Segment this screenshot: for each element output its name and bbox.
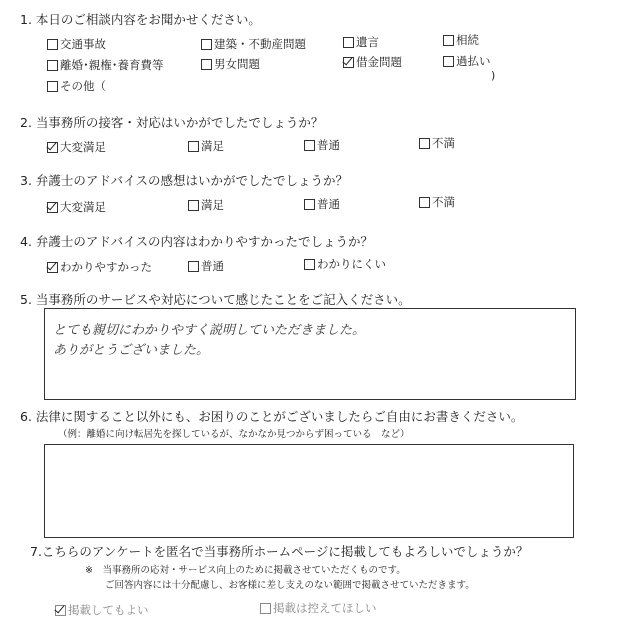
- q1-option-construction[interactable]: 建築・不動産問題: [201, 36, 306, 52]
- q1-close-paren: ): [491, 69, 496, 82]
- checkbox[interactable]: [188, 261, 199, 272]
- q4-option-hard[interactable]: わかりにくい: [304, 256, 386, 272]
- checkbox[interactable]: [304, 259, 315, 270]
- checkbox[interactable]: [188, 200, 199, 211]
- checkbox[interactable]: [419, 197, 430, 208]
- q2-option-normal[interactable]: 普通: [304, 137, 340, 153]
- q1-title: 1. 本日のご相談内容をお聞かせください。: [20, 12, 261, 27]
- checkbox-checked[interactable]: [55, 605, 66, 616]
- checkbox[interactable]: [304, 199, 315, 210]
- q5-title: 5. 当事務所のサービスや対応について感じたことをご記入ください。: [20, 292, 411, 307]
- q2-title: 2. 当事務所の接客・対応はいかがでしたでしょうか？: [20, 115, 324, 130]
- q7-option-decline[interactable]: 掲載は控えてほしい: [260, 600, 377, 616]
- q2-option-satisfied[interactable]: 満足: [188, 138, 224, 154]
- q3-option-very-satisfied[interactable]: 大変満足: [47, 199, 106, 215]
- checkbox-checked[interactable]: [343, 57, 354, 68]
- q6-comment-box[interactable]: [44, 444, 574, 538]
- checkbox-checked[interactable]: [47, 142, 58, 153]
- checkbox[interactable]: [443, 56, 454, 67]
- checkbox[interactable]: [47, 60, 58, 71]
- q3-option-dissatisfied[interactable]: 不満: [419, 194, 455, 210]
- checkbox[interactable]: [201, 39, 212, 50]
- q5-handwritten-line2: ありがとうございました。: [53, 343, 210, 358]
- q7-note-1: ※ 当事務所の応対・サービス向上のために掲載させていただくものです。: [85, 565, 406, 576]
- q4-title: 4. 弁護士のアドバイスの内容はわかりやすかったでしょうか？: [20, 234, 374, 249]
- checkbox[interactable]: [47, 81, 58, 92]
- checkbox[interactable]: [260, 603, 271, 614]
- q7-note-2: ご回答内容には十分配慮し、お客様に差し支えのない範囲で掲載させていただきます。: [105, 580, 475, 591]
- q1-option-divorce[interactable]: 離婚･親権･養育費等: [47, 57, 164, 73]
- checkbox[interactable]: [188, 141, 199, 152]
- q4-option-normal[interactable]: 普通: [188, 258, 224, 274]
- q4-option-easy[interactable]: わかりやすかった: [47, 259, 152, 275]
- q3-option-normal[interactable]: 普通: [304, 196, 340, 212]
- q7-title: 7.こちらのアンケートを匿名で当事務所ホームページに掲載してもよろしいでしょうか？: [30, 544, 529, 559]
- q1-option-debt[interactable]: 借金問題: [343, 54, 402, 70]
- checkbox[interactable]: [419, 138, 430, 149]
- checkbox[interactable]: [343, 37, 354, 48]
- q2-option-dissatisfied[interactable]: 不満: [419, 135, 455, 151]
- q6-title: 6. 法律に関すること以外にも、お困りのことがございましたらご自由にお書きください。: [20, 409, 524, 424]
- q6-example: （例：離婚に向け転居先を探しているが、なかなか見つからず困っている など）: [58, 429, 410, 440]
- q3-title: 3. 弁護士のアドバイスの感想はいかがでしたでしょうか？: [20, 173, 349, 188]
- checkbox[interactable]: [47, 39, 58, 50]
- q1-option-inheritance[interactable]: 相続: [443, 32, 479, 48]
- checkbox-checked[interactable]: [47, 202, 58, 213]
- q1-option-other[interactable]: その他（: [47, 78, 106, 94]
- q1-option-will[interactable]: 遺言: [343, 34, 379, 50]
- q2-option-very-satisfied[interactable]: 大変満足: [47, 139, 106, 155]
- q5-comment-box[interactable]: [44, 308, 576, 400]
- q1-option-overpayment[interactable]: 過払い: [443, 53, 491, 69]
- q5-handwritten-line1: とても親切にわかりやすく説明していただきました。: [53, 323, 366, 338]
- q7-option-allow[interactable]: 掲載してもよい: [55, 602, 149, 618]
- checkbox[interactable]: [201, 59, 212, 70]
- checkbox[interactable]: [443, 35, 454, 46]
- checkbox[interactable]: [304, 140, 315, 151]
- q1-option-relationship[interactable]: 男女問題: [201, 56, 260, 72]
- q1-option-traffic[interactable]: 交通事故: [47, 36, 106, 52]
- checkbox-checked[interactable]: [47, 262, 58, 273]
- q3-option-satisfied[interactable]: 満足: [188, 197, 224, 213]
